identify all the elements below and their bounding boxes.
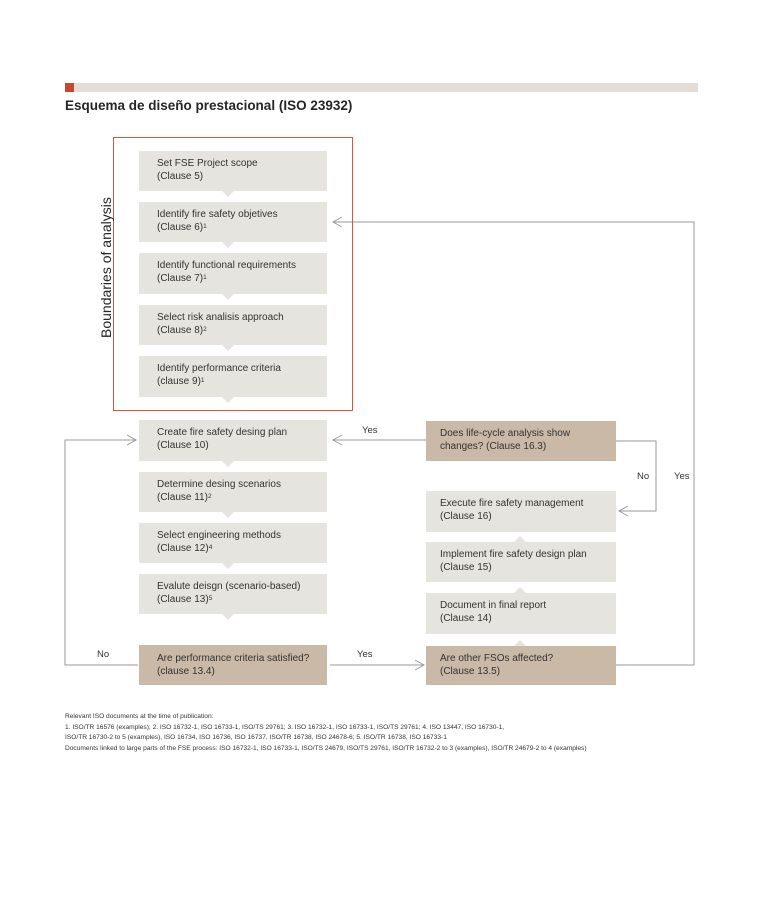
label-yes-fso: Yes	[674, 471, 690, 482]
decision-life-cycle: Does life-cycle analysis show changes? (Clause 16.3)	[426, 421, 616, 461]
flow-arrow	[222, 563, 234, 569]
step-project-scope: Set FSE Project scope (Clause 5)	[139, 151, 327, 191]
step-final-report: Document in final report (Clause 14)	[426, 593, 616, 634]
page-title: Esquema de diseño prestacional (ISO 23932)	[65, 98, 353, 113]
label-yes-lifecycle: Yes	[362, 425, 378, 436]
label-yes-performance: Yes	[357, 649, 373, 660]
step-execute-management: Execute fire safety management (Clause 16)	[426, 491, 616, 532]
step-evaluate-design: Evalute deisgn (scenario-based) (Clause 13)$^5$	[139, 574, 327, 614]
connector-no-loop	[65, 440, 138, 665]
step-engineering-methods: Select engineering methods (Clause 12)$^4$	[139, 523, 327, 563]
step-design-scenarios: Determine desing scenarios (Clause 11)$^2$	[139, 472, 327, 512]
flow-arrow	[222, 614, 234, 620]
footnotes	[65, 712, 587, 754]
connector-no-to-execute	[616, 441, 656, 511]
decision-other-fsos: Are other FSOs affected? (Clause 13.5)	[426, 646, 616, 685]
boundary-label: Boundaries of analysis	[98, 197, 114, 338]
flow-arrow	[222, 512, 234, 518]
step-functional-requirements: Identify functional requirements (Clause 7)$^1$	[139, 253, 327, 294]
step-performance-criteria: Identify performance criteria (clause 9)$^1$	[139, 356, 327, 397]
step-implement-plan: Implement fire safety design plan (Clause 15)	[426, 542, 616, 582]
step-create-design-plan: Create fire safety desing plan (Clause 10)	[139, 420, 327, 461]
flow-arrow	[222, 461, 234, 467]
footnote-line: Documents linked to large parts of the FSE process: ISO 16732-1, ISO 16733-1, ISO/TS 24679, ISO/TS 29761, ISO/TR 16732-2 to 3 (examples), ISO/TR 24679-2 to 4 (examples)	[65, 744, 587, 752]
step-fire-safety-objectives: Identify fire safety objetives (Clause 6)$^1$	[139, 202, 327, 242]
label-no-lifecycle: No	[637, 471, 650, 482]
footnote-line: 1. ISO/TR 16576 (examples); 2. ISO 16732-1, ISO 16733-1, ISO/TS 29761; 3. ISO 16732-1, ISO 16733-1, ISO/TS 29761; 4. ISO 13447, ISO 16730-1,	[65, 723, 505, 731]
step-risk-analysis-approach: Select risk analisis approach (Clause 8)$^2$	[139, 305, 327, 345]
footnote-line: ISO/TR 16730-2 to 5 (examples), ISO 16734, ISO 16736, ISO 16737, ISO/TR 16738, ISO 24678-6; 5. ISO/TR 16738, ISO 16733-1	[65, 734, 447, 741]
decision-performance-criteria: Are performance criteria satisfied? (clause 13.4)	[139, 645, 327, 685]
label-no-performance: No	[97, 649, 110, 660]
footnote-line: Relevant ISO documents at the time of publication:	[65, 713, 214, 720]
